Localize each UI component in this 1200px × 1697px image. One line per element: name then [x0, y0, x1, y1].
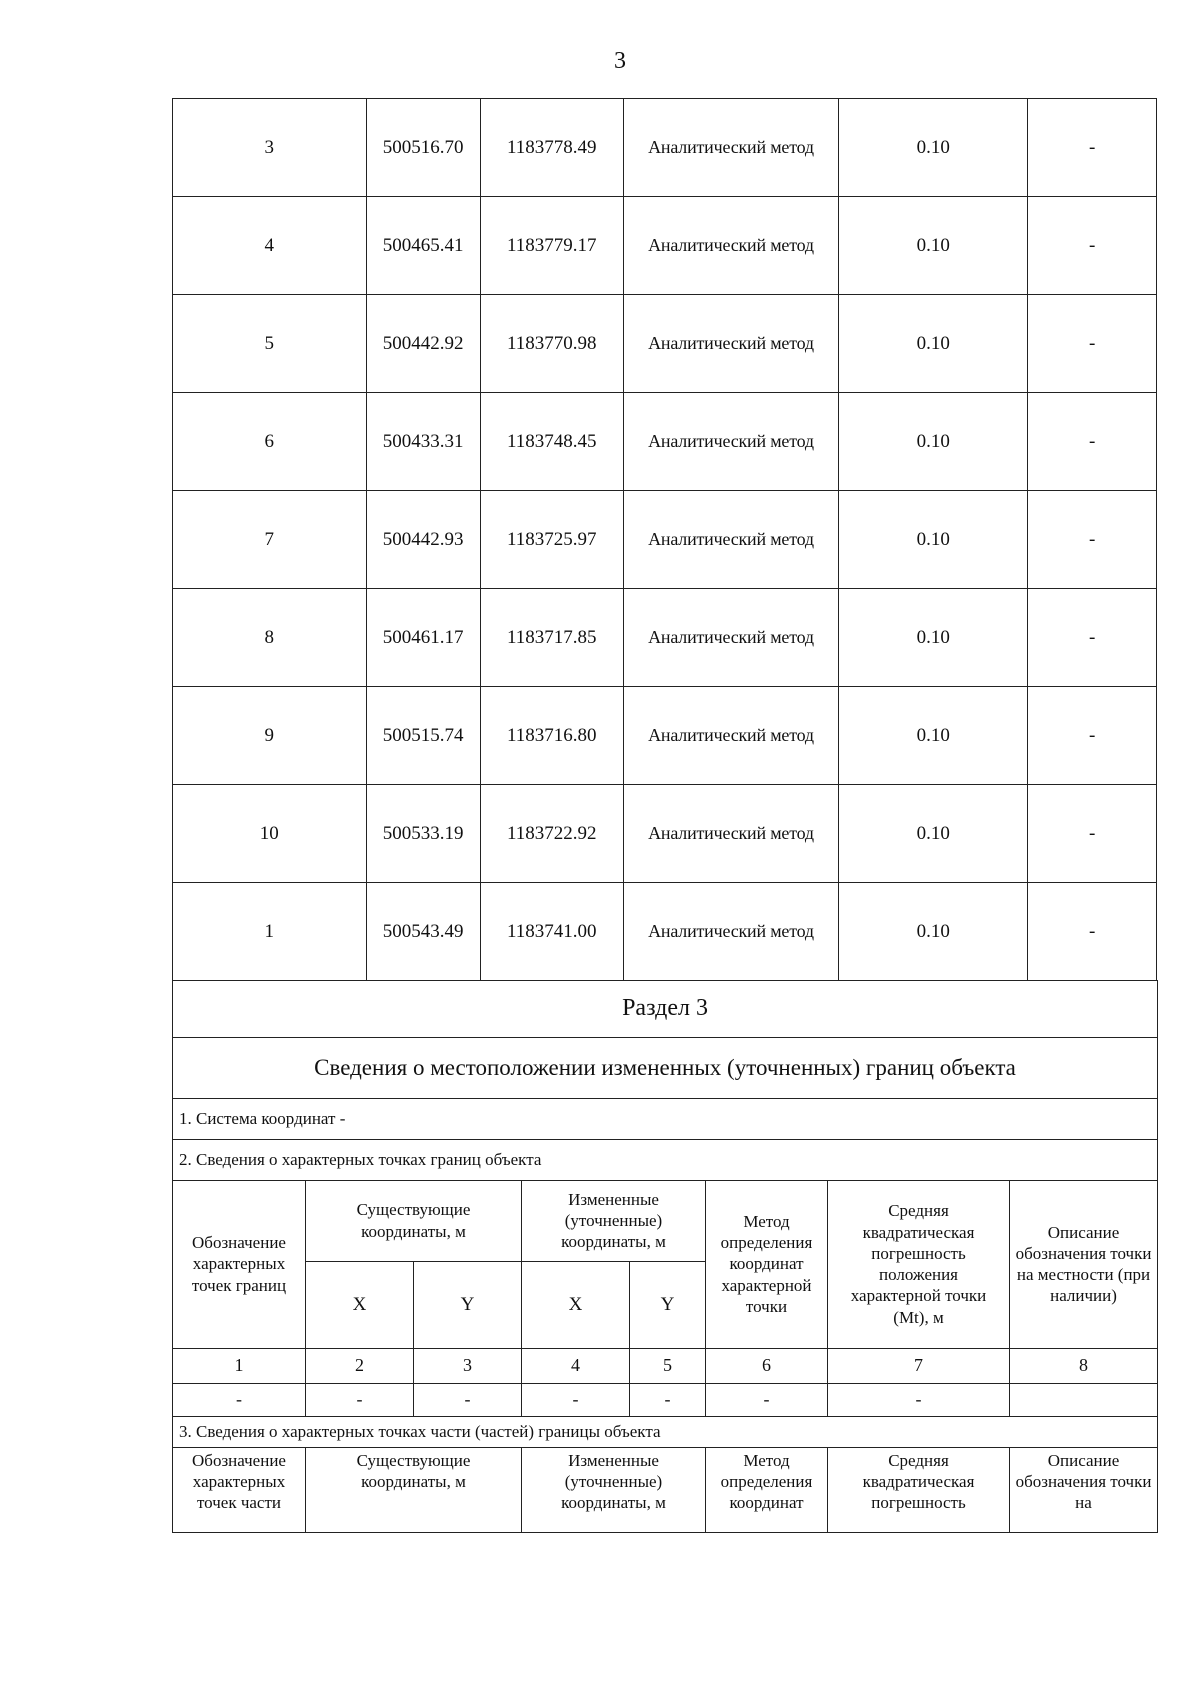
method-cell: Аналитический метод: [623, 491, 838, 589]
section-subtitle: Сведения о местоположении измененных (уточненных) границ объекта: [173, 1037, 1158, 1098]
empty-cell: -: [522, 1383, 630, 1416]
point-number: 5: [173, 295, 367, 393]
section-subtitle-row: [173, 1037, 1158, 1098]
column-number: 3: [414, 1348, 522, 1383]
section-3-table: [172, 980, 1158, 1533]
coord-x: 500442.93: [366, 491, 480, 589]
empty-cell: -: [630, 1383, 706, 1416]
table-row: [173, 883, 1157, 981]
mt-cell: 0.10: [839, 197, 1028, 295]
method-cell: Аналитический метод: [623, 197, 838, 295]
table-row: [173, 295, 1157, 393]
header-x-existing: X: [306, 1261, 414, 1348]
empty-cell: -: [173, 1383, 306, 1416]
coord-x: 500543.49: [366, 883, 480, 981]
coord-x: 500516.70: [366, 99, 480, 197]
mt-cell: 0.10: [839, 883, 1028, 981]
description-cell: -: [1028, 99, 1157, 197]
description-cell: -: [1028, 785, 1157, 883]
column-number: 8: [1010, 1348, 1158, 1383]
empty-data-row: [173, 1383, 1158, 1416]
method-cell: Аналитический метод: [623, 785, 838, 883]
parts-header-designation: Обозначение характерных точек части: [173, 1447, 306, 1532]
coord-y: 1183779.17: [480, 197, 623, 295]
coord-y: 1183778.49: [480, 99, 623, 197]
description-cell: -: [1028, 883, 1157, 981]
mt-cell: 0.10: [839, 491, 1028, 589]
column-number: 2: [306, 1348, 414, 1383]
point-number: 10: [173, 785, 367, 883]
table-row: [173, 785, 1157, 883]
header-designation: Обозначение характерных точек границ: [173, 1180, 306, 1348]
coord-y: 1183741.00: [480, 883, 623, 981]
method-cell: Аналитический метод: [623, 883, 838, 981]
coordinates-table: [172, 98, 1157, 981]
header-x-changed: X: [522, 1261, 630, 1348]
table-row: [173, 99, 1157, 197]
empty-cell: -: [414, 1383, 522, 1416]
description-cell: -: [1028, 589, 1157, 687]
header-error: Средняя квадратическая погрешность положения характерной точки (Mt), м: [828, 1180, 1010, 1348]
column-number: 5: [630, 1348, 706, 1383]
header-description: Описание обозначения точки на местности (при наличии): [1010, 1180, 1158, 1348]
section-title-row: [173, 980, 1158, 1037]
header-y-existing: Y: [414, 1261, 522, 1348]
parts-header-description: Описание обозначения точки на: [1010, 1447, 1158, 1532]
coord-y: 1183725.97: [480, 491, 623, 589]
mt-cell: 0.10: [839, 589, 1028, 687]
parts-header-row: [173, 1447, 1158, 1532]
parts-header-method: Метод определения координат: [706, 1447, 828, 1532]
coord-x: 500533.19: [366, 785, 480, 883]
header-y-changed: Y: [630, 1261, 706, 1348]
point-number: 1: [173, 883, 367, 981]
method-cell: Аналитический метод: [623, 393, 838, 491]
coordinates-table-body: [173, 99, 1157, 981]
table-row: [173, 491, 1157, 589]
method-cell: Аналитический метод: [623, 99, 838, 197]
column-number: 7: [828, 1348, 1010, 1383]
mt-cell: 0.10: [839, 295, 1028, 393]
coord-x: 500433.31: [366, 393, 480, 491]
point-number: 3: [173, 99, 367, 197]
description-cell: -: [1028, 687, 1157, 785]
description-cell: -: [1028, 295, 1157, 393]
header-method: Метод определения координат характерной точки: [706, 1180, 828, 1348]
coord-y: 1183748.45: [480, 393, 623, 491]
table-row: [173, 589, 1157, 687]
table-row: [173, 197, 1157, 295]
empty-cell: -: [306, 1383, 414, 1416]
point-number: 4: [173, 197, 367, 295]
coord-system: 1. Система координат -: [173, 1098, 1158, 1139]
point-number: 8: [173, 589, 367, 687]
empty-cell: [1010, 1383, 1158, 1416]
header-changed: Измененные (уточненные) координаты, м: [522, 1180, 706, 1261]
empty-cell: -: [828, 1383, 1010, 1416]
method-cell: Аналитический метод: [623, 589, 838, 687]
point-number: 9: [173, 687, 367, 785]
coord-y: 1183722.92: [480, 785, 623, 883]
column-number: 4: [522, 1348, 630, 1383]
parts-heading-row: [173, 1416, 1158, 1447]
points-heading: 2. Сведения о характерных точках границ объекта: [173, 1139, 1158, 1180]
description-cell: -: [1028, 491, 1157, 589]
coord-x: 500515.74: [366, 687, 480, 785]
document-body: [172, 98, 1157, 1533]
header-existing: Существующие координаты, м: [306, 1180, 522, 1261]
column-numbers-row: [173, 1348, 1158, 1383]
method-cell: Аналитический метод: [623, 687, 838, 785]
section-title: Раздел 3: [173, 980, 1158, 1037]
description-cell: -: [1028, 393, 1157, 491]
table-row: [173, 393, 1157, 491]
coord-x: 500461.17: [366, 589, 480, 687]
points-heading-row: [173, 1139, 1158, 1180]
empty-cell: -: [706, 1383, 828, 1416]
parts-header-changed: Измененные (уточненные) координаты, м: [522, 1447, 706, 1532]
mt-cell: 0.10: [839, 99, 1028, 197]
point-number: 7: [173, 491, 367, 589]
mt-cell: 0.10: [839, 393, 1028, 491]
coord-y: 1183717.85: [480, 589, 623, 687]
parts-heading: 3. Сведения о характерных точках части (частей) границы объекта: [173, 1416, 1158, 1447]
description-cell: -: [1028, 197, 1157, 295]
column-number: 1: [173, 1348, 306, 1383]
table-row: [173, 687, 1157, 785]
coord-y: 1183770.98: [480, 295, 623, 393]
coord-x: 500465.41: [366, 197, 480, 295]
column-number: 6: [706, 1348, 828, 1383]
page-number: 3: [614, 48, 626, 74]
mt-cell: 0.10: [839, 785, 1028, 883]
coord-system-row: [173, 1098, 1158, 1139]
method-cell: Аналитический метод: [623, 295, 838, 393]
coord-x: 500442.92: [366, 295, 480, 393]
parts-header-existing: Существующие координаты, м: [306, 1447, 522, 1532]
mt-cell: 0.10: [839, 687, 1028, 785]
parts-header-error: Средняя квадратическая погрешность: [828, 1447, 1010, 1532]
point-number: 6: [173, 393, 367, 491]
coord-y: 1183716.80: [480, 687, 623, 785]
points-header-row: [173, 1180, 1158, 1261]
